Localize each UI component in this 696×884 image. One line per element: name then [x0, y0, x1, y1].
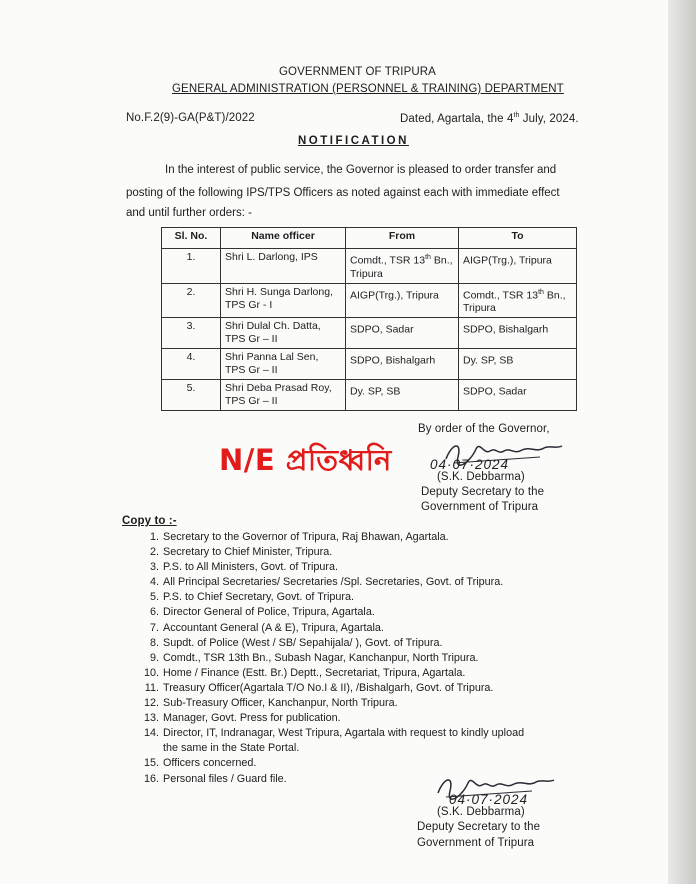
signature-date-2: 04·07·2024	[449, 792, 529, 807]
intro-line-1: In the interest of public service, the Governor is pleased to order transfer and	[165, 164, 557, 176]
cell-sl: 3.	[162, 318, 221, 349]
table-row	[162, 349, 577, 380]
signatory-name: (S.K. Debbarma)	[437, 471, 525, 483]
list-item: 8. Supdt. of Police (West / SB/ Sepahijala/ ), Govt. of Tripura.	[149, 636, 443, 649]
list-item-continuation: the same in the State Portal.	[163, 742, 300, 755]
cell-to: Comdt., TSR 13th Bn., Tripura	[459, 283, 577, 318]
list-item: 15. Officers concerned.	[143, 757, 257, 770]
list-item: 14. Director, IT, Indranagar, West Tripura, Agartala with request to kindly upload	[143, 727, 525, 740]
list-item: 6. Director General of Police, Tripura, Agartala.	[149, 606, 375, 619]
table-row	[162, 249, 577, 284]
cell-from: AIGP(Trg.), Tripura	[346, 283, 459, 318]
signatory-designation-1b: Deputy Secretary to the	[417, 821, 541, 833]
table-row	[162, 318, 577, 349]
order-line: By order of the Governor,	[418, 423, 550, 435]
list-item: 9. Comdt., TSR 13th Bn., Subash Nagar, Kanchanpur, North Tripura.	[149, 651, 479, 664]
cell-name: Shri Panna Lal Sen, TPS Gr – II	[221, 349, 346, 380]
dated-line: Dated, Agartala, the 4th July, 2024.	[400, 112, 579, 125]
cell-from: Dy. SP, SB	[346, 380, 459, 411]
list-item: 10. Home / Finance (Estt. Br.) Deptt., Secretariat, Tripura, Agartala.	[143, 666, 466, 679]
table-row	[162, 283, 577, 318]
header-from: From	[346, 228, 459, 249]
copy-to-heading: Copy to :-	[122, 515, 177, 527]
department-title: GENERAL ADMINISTRATION (PERSONNEL & TRAINING) DEPARTMENT	[172, 83, 564, 95]
list-item: 3. P.S. to All Ministers, Govt. of Tripura.	[149, 561, 339, 574]
list-item: 7. Accountant General (A & E), Tripura, Agartala.	[149, 621, 384, 634]
cell-from: SDPO, Sadar	[346, 318, 459, 349]
intro-line-2: posting of the following IPS/TPS Officers as noted against each with immediate effect	[126, 187, 560, 199]
list-item: 4. All Principal Secretaries/ Secretaries /Spl. Secretaries, Govt. of Tripura.	[149, 576, 504, 589]
officers-table	[161, 227, 577, 411]
govt-title: GOVERNMENT OF TRIPURA	[279, 66, 436, 78]
ne-pratidhwani-stamp: N/E প্রতিধ্বনি	[219, 443, 392, 477]
table-row	[162, 380, 577, 411]
cell-sl: 4.	[162, 349, 221, 380]
list-item: 11. Treasury Officer(Agartala T/O No.I & II), /Bishalgarh, Govt. of Tripura.	[144, 681, 494, 694]
cell-from: SDPO, Bishalgarh	[346, 349, 459, 380]
signature-date: 04·07·2024	[430, 457, 510, 472]
list-item: 2. Secretary to Chief Minister, Tripura.	[149, 546, 333, 559]
cell-sl: 1.	[162, 249, 221, 284]
list-item: 16. Personal files / Guard file.	[143, 772, 287, 785]
signatory-name-2: (S.K. Debbarma)	[437, 806, 525, 818]
cell-from: Comdt., TSR 13th Bn., Tripura	[346, 249, 459, 284]
signatory-designation-1: Deputy Secretary to the	[421, 486, 545, 498]
list-item: 1. Secretary to the Governor of Tripura, Raj Bhawan, Agartala.	[149, 531, 449, 543]
copy-to-list	[138, 530, 524, 787]
header-name: Name officer	[221, 228, 346, 249]
cell-to: AIGP(Trg.), Tripura	[459, 249, 577, 284]
list-item: 12. Sub-Treasury Officer, Kanchanpur, North Tripura.	[143, 697, 398, 710]
header-to: To	[459, 228, 577, 249]
table-header-row	[162, 228, 577, 249]
cell-name: Shri Dulal Ch. Datta, TPS Gr – II	[221, 318, 346, 349]
cell-to: SDPO, Bishalgarh	[459, 318, 577, 349]
file-number: No.F.2(9)-GA(P&T)/2022	[126, 112, 255, 124]
cell-name: Shri H. Sunga Darlong, TPS Gr - I	[221, 283, 346, 318]
intro-line-3: and until further orders: -	[126, 207, 252, 219]
cell-name: Shri Deba Prasad Roy, TPS Gr – II	[221, 380, 346, 411]
signatory-designation-2b: Government of Tripura	[417, 837, 535, 849]
cell-to: Dy. SP, SB	[459, 349, 577, 380]
notification-title: NOTIFICATION	[298, 135, 409, 147]
cell-name: Shri L. Darlong, IPS	[221, 249, 346, 284]
signatory-designation-2: Government of Tripura	[421, 501, 539, 513]
list-item: 13. Manager, Govt. Press for publication.	[143, 712, 341, 725]
cell-sl: 2.	[162, 283, 221, 318]
page-edge-shadow	[668, 0, 696, 884]
header-sl-no: Sl. No.	[162, 228, 221, 249]
list-item: 5. P.S. to Chief Secretary, Govt. of Tripura.	[149, 591, 355, 604]
cell-to: SDPO, Sadar	[459, 380, 577, 411]
cell-sl: 5.	[162, 380, 221, 411]
